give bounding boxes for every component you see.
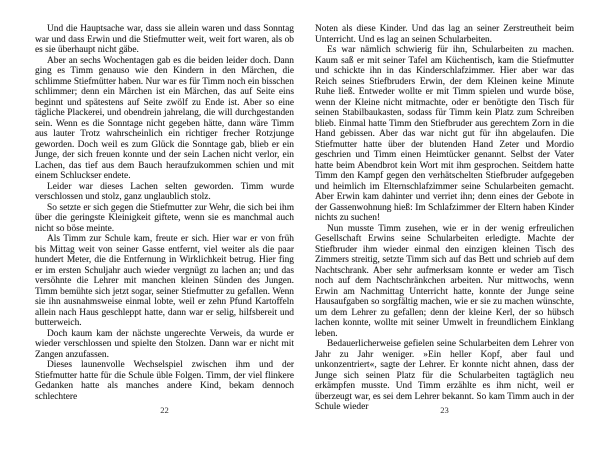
paragraph: Dieses launenvolle Wechselspiel zwischen ihm und der Stiefmutter hatte für die Schule üble Folgen. Timm, der viel flinkere Gedanken hatte als manches andere Kind, bekam dennoch schlechtere <box>35 360 294 402</box>
right-page-number: 23 <box>440 405 449 415</box>
paragraph: Noten als diese Kinder. Und das lag an seiner Zerstreutheit beim Unterricht. Und es lag an seinen Schularbeiten. <box>315 24 574 45</box>
paragraph: So setzte er sich gegen die Stiefmutter zur Wehr, die sich bei ihm über die geringste Kleinigkeit giftete, wenn sie es manchmal auch nicht so böse meinte. <box>35 202 294 234</box>
paragraph: Als Timm zur Schule kam, freute er sich. Hier war er von früh bis Mittag weit von seiner Gasse entfernt, viel weiter als die paar hundert Meter, die die Entfernung in Wirklichkeit betrug. Hier fing er im ersten Schuljahr auch wieder vergnügt zu lachen an; und das versöhnte die Lehrer mit manchen kleinen Sünden des Jungen. Timm bemühte sich jetzt sogar, seiner Stiefmutter zu gefallen. Wenn sie ihn ausnahmsweise einmal lobte, weil er zehn Pfund Kartoffeln allein nach Haus geschleppt hatte, dann war er selig, hilfsbereit und butterweich. <box>35 234 294 328</box>
paragraph: Es war nämlich schwierig für ihn, Schularbeiten zu machen. Kaum saß er mit seiner Tafel am Küchentisch, kam die Stiefmutter und schickte ihn in das Kinderschlafzimmer. Hier aber war das Reich seines Stiefbruders Erwin, der dem Kleinen keine Minute Ruhe ließ. Entweder wollte er mit Timm spielen und wurde böse, wenn der Kleine nicht mitmachte, oder er benötigte den Tisch für seinen Stabilbaukasten, sodass für Timm kein Platz zum Schreiben blieb. Einmal hatte Timm den Stiefbruder aus gerechtem Zorn in die Hand gebissen. Aber das war nicht gut für ihn abgelaufen. Die Stiefmutter hatte über der blutenden Hand Zeter und Mordio geschrien und Timm einen Heimtücker genannt. Selbst der Vater hatte beim Abendbrot kein Wort mit ihm gesprochen. Seitdem hatte Timm den Kampf gegen den verhätschelten Stiefbruder aufgegeben und heimlich im Elternschlafzimmer seine Schularbeiten gemacht. Aber Erwin kam dahinter und verriet ihn; denn eines der Gebote in der Gassenwohnung hieß: Im Schlafzimmer der Eltern haben Kinder nichts zu suchen! <box>315 45 574 223</box>
paragraph: Doch kaum kam der nächste ungerechte Verweis, da wurde er wieder verschlossen und spielte den Stolzen. Dann war er nicht mit Zangen anzufassen. <box>35 328 294 360</box>
right-page-text <box>315 24 574 413</box>
paragraph: Nun musste Timm zusehen, wie er in der wenig erfreulichen Gesellschaft Erwins seine Schularbeiten erledigte. Machte der Stiefbruder ihm wieder einmal den einzigen kleinen Tisch des Zimmers streitig, setzte Timm sich auf das Bett und schrieb auf dem Nachtschrank. Aber sehr aufmerksam konnte er weder am Tisch noch auf dem Nachtschränkchen arbeiten. Nur mittwochs, wenn Erwin am Nachmittag Unterricht hatte, konnte der Junge seine Hausaufgaben so sorgfältig machen, wie er sie zu machen wünschte, um dem Lehrer zu gefallen; denn der kleine Kerl, der so hübsch lachen konnte, wollte mit seiner Umwelt in freundlichem Einklang leben. <box>315 223 574 339</box>
paragraph: Leider war dieses Lachen selten geworden. Timm wurde verschlossen und stolz, ganz unglaublich stolz. <box>35 181 294 202</box>
paragraph: Bedauerlicherweise gefielen seine Schularbeiten dem Lehrer von Jahr zu Jahr weniger. »Ein heller Kopf, aber faul und unkonzentriert«, sagte der Lehrer. Er konnte nicht ahnen, dass der Junge sich seinen Platz für die Schularbeiten tagtäglich neu erkämpfen musste. Und Timm erzählte es ihm nicht, weil er überzeugt war, es sei dem Lehrer bekannt. So kam Timm auch in der Schule wieder <box>315 339 574 412</box>
paragraph: Und die Hauptsache war, dass sie allein waren und dass Sonntag war und dass Erwin und die Stiefmutter weit, weit fort waren, als ob es sie überhaupt nicht gäbe. <box>35 24 294 55</box>
left-page-text <box>35 24 294 402</box>
left-page-number: 22 <box>160 405 169 415</box>
paragraph: Aber an sechs Wochentagen gab es die beiden leider doch. Dann ging es Timm genauso wie den Kindern in den Märchen, die schlimme Stiefmütter haben. Nur war es für Timm noch ein bisschen schlimmer; denn ein Märchen ist ein Märchen, das auf Seite eins beginnt und spätestens auf Seite zwölf zu Ende ist. Aber so eine tägliche Plackerei, und obendrein jahrelang, die will durchgestanden sein. Wenn es die Sonntage nicht gegeben hätte, dann wäre Timm aus lauter Trotz wahrscheinlich ein richtiger frecher Rotzjunge geworden. Doch weil es zum Glück die Sonntage gab, blieb er ein Junge, der sich freuen konnte und der sein Lachen nicht verlor, ein Lachen, das tief aus dem Bauch heraufzukommen schien und mit einem Schluckser endete. <box>35 55 294 181</box>
